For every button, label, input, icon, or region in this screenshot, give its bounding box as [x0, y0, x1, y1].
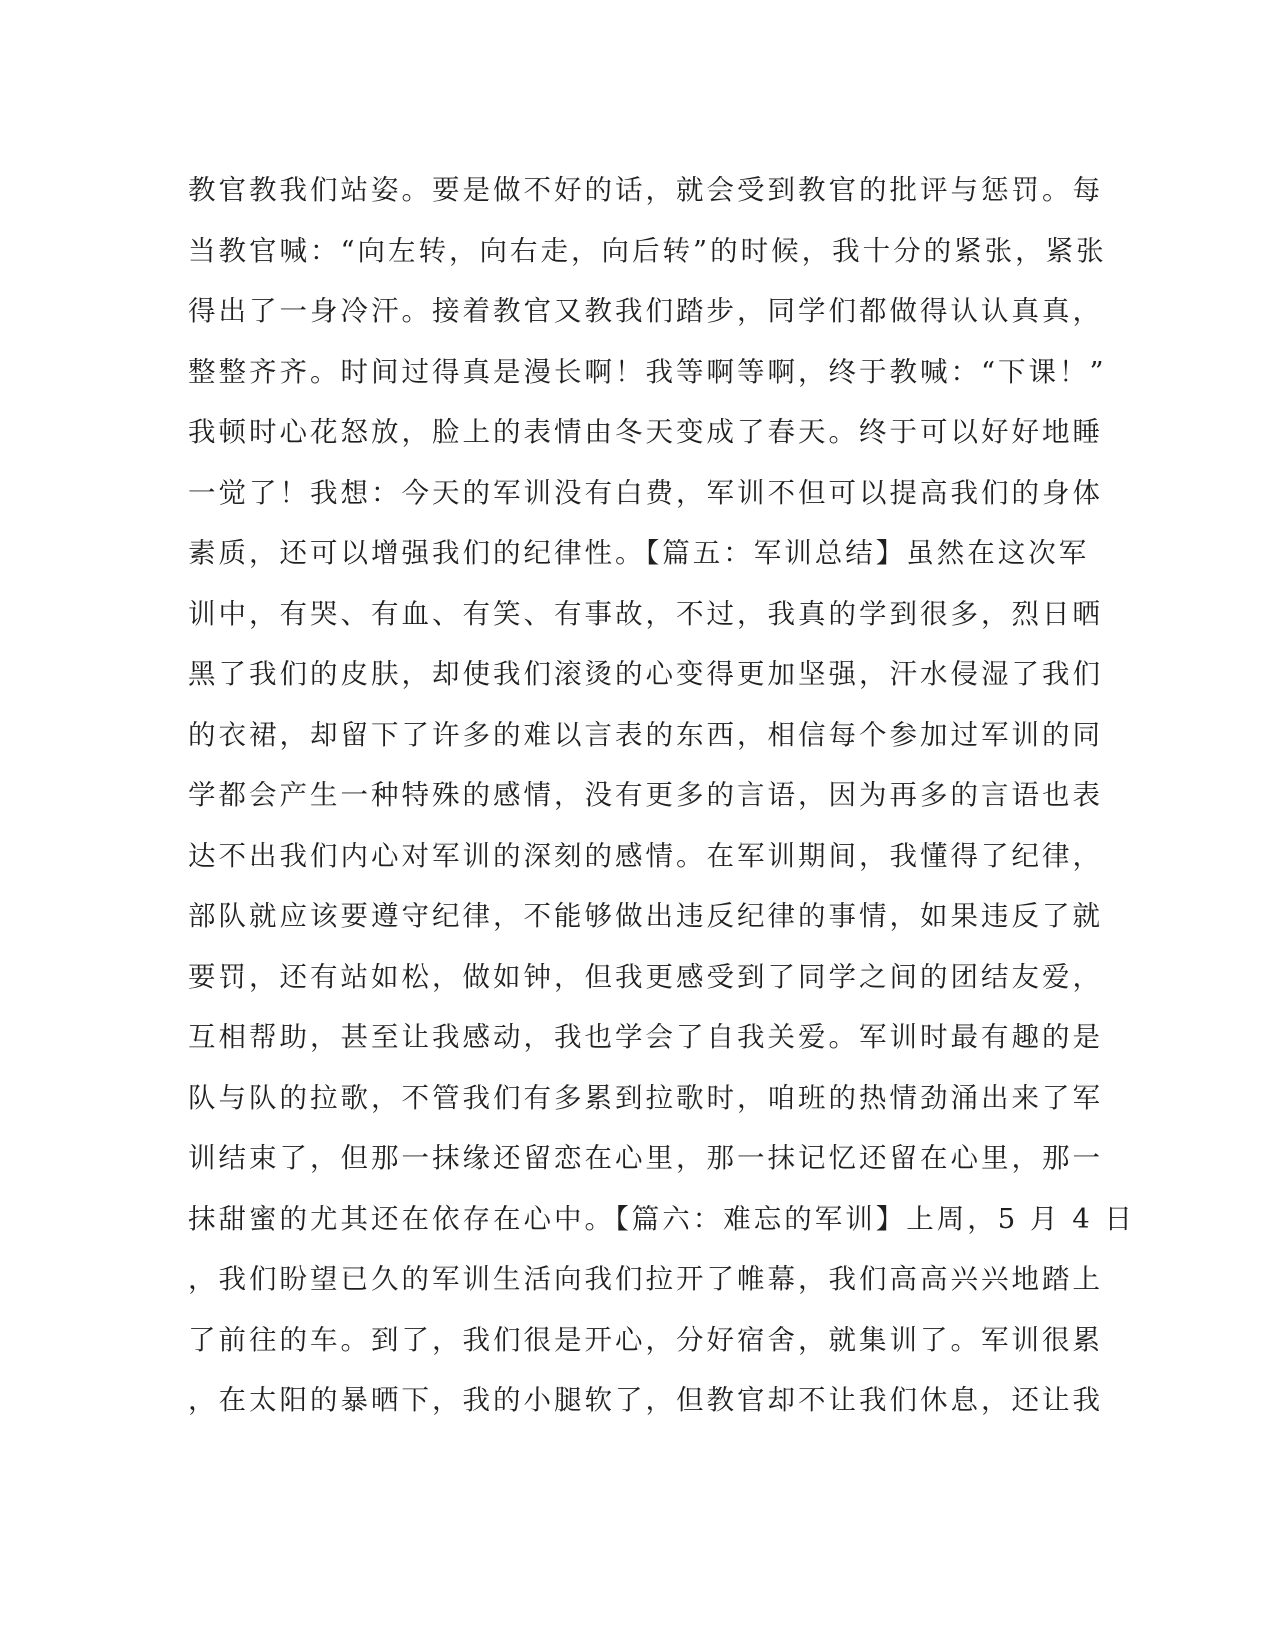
text-line: 部队就应该要遵守纪律，不能够做出违反纪律的事情，如果违反了就 — [188, 900, 1103, 932]
text-line: 了前往的车。到了，我们很是开心，分好宿舍，就集训了。军训很累 — [188, 1323, 1103, 1356]
text-line: 训中，有哭、有血、有笑、有事故，不过，我真的学到很多，烈日晒 — [188, 597, 1103, 630]
text-line: 教官教我们站姿。要是做不好的话，就会受到教官的批评与惩罚。每 — [188, 174, 1103, 206]
text-line: 抹甜蜜的尤其还在依存在心中。【篇六：难忘的军训】上周，5 月 4 日 — [188, 1202, 1135, 1235]
text-line: 当教官喊：“向左转，向右走，向后转”的时候，我十分的紧张，紧张 — [188, 234, 1107, 267]
text-line: 队与队的拉歌，不管我们有多累到拉歌时，咱班的热情劲涌出来了军 — [188, 1081, 1103, 1114]
text-line: 我顿时心花怒放，脸上的表情由冬天变成了春天。终于可以好好地睡 — [188, 416, 1103, 448]
text-line: 要罚，还有站如松，做如钟，但我更感受到了同学之间的团结友爱， — [188, 960, 1103, 993]
text-line: 训结束了，但那一抹缘还留恋在心里，那一抹记忆还留在心里，那一 — [188, 1142, 1103, 1174]
text-line: 达不出我们内心对军训的深刻的感情。在军训期间，我懂得了纪律， — [188, 839, 1103, 872]
text-line: 得出了一身冷汗。接着教官又教我们踏步，同学们都做得认认真真， — [188, 295, 1103, 327]
text-line: 互相帮助，甚至让我感动，我也学会了自我关爱。军训时最有趣的是 — [188, 1021, 1103, 1053]
text-line: ，我们盼望已久的军训生活向我们拉开了帷幕，我们高高兴兴地踏上 — [188, 1263, 1103, 1295]
text-line: 整整齐齐。时间过得真是漫长啊！我等啊等啊，终于教喊：“下课！” — [188, 355, 1107, 388]
text-line: 一觉了！我想：今天的军训没有白费，军训不但可以提高我们的身体 — [188, 476, 1103, 509]
text-line: 黑了我们的皮肤，却使我们滚烫的心变得更加坚强，汗水侵湿了我们 — [188, 658, 1103, 690]
text-line: 素质，还可以增强我们的纪律性。【篇五：军训总结】虽然在这次军 — [188, 537, 1090, 569]
text-line: ，在太阳的暴晒下，我的小腿软了，但教官却不让我们休息，还让我 — [188, 1384, 1103, 1416]
text-line: 学都会产生一种特殊的感情，没有更多的言语，因为再多的言语也表 — [188, 779, 1103, 811]
text-line: 的衣裙，却留下了许多的难以言表的东西，相信每个参加过军训的同 — [188, 718, 1103, 751]
body-text — [188, 160, 1135, 1431]
